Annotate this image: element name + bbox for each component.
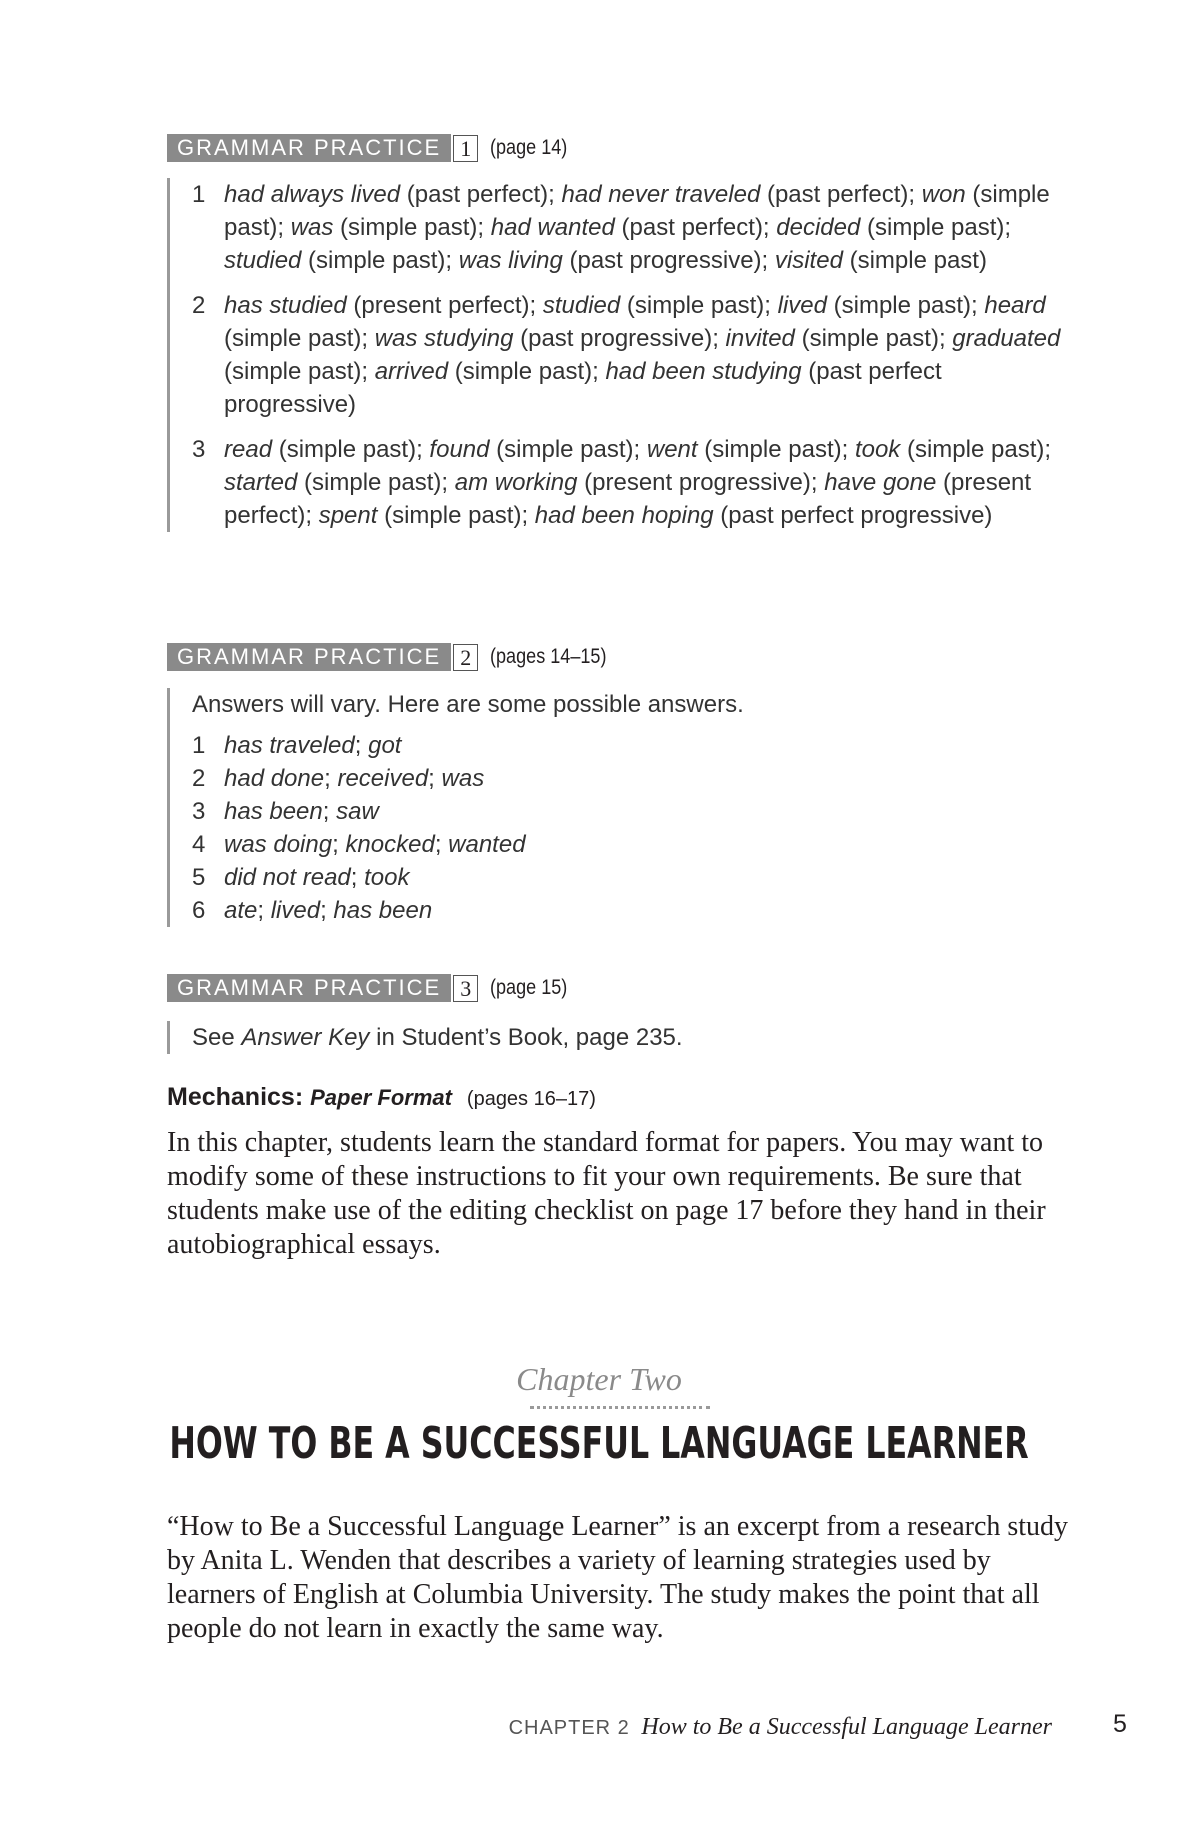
grammar-practice-1-header [167,133,580,163]
section-number: 2 [453,644,478,671]
mechanics-subject: Paper Format [310,1085,452,1110]
answer-item [192,289,1072,421]
mechanics-paragraph: In this chapter, students learn the standard format for papers. You may want to modify some of these instructions to fit your own requirements. Be sure that students make use of the editing checklist on page 17 before they hand in their autobiographical essays. [167,1127,1046,1260]
answer-item [192,729,1072,762]
answer-number: 3 [192,798,206,825]
answer-item [192,795,1072,828]
answer-item [192,894,1072,927]
page-reference: (page 15) [490,976,568,999]
running-footer [509,1714,1052,1741]
section-number: 3 [453,975,478,1002]
answer-text: has studied (present perfect); studied (simple past); lived (simple past); heard (simple past); was studying (past progressive); invited (simple past); graduated (simple past); arrived (simple past); had been studying (past perfect progressive) [224,292,1061,418]
chapter-intro-paragraph: “How to Be a Successful Language Learner” is an excerpt from a research study by Anita L. Wenden that describes a variety of learning strategies used by learners of English at Columbia University. The study makes the point that all people do not learn in exactly the same way. [167,1511,1069,1644]
answer-number: 2 [192,292,206,319]
page-reference: (pages 14–15) [490,645,607,668]
answer-item [192,762,1072,795]
section-label: GRAMMAR PRACTICE [167,643,451,671]
section-number: 1 [453,135,478,162]
dotted-divider [530,1406,710,1409]
answer-number: 6 [192,897,206,924]
page-number: 5 [1113,1710,1127,1738]
answer-item [192,433,1072,532]
answer-text: has been; saw [224,798,379,825]
answer-text: did not read; took [224,864,410,891]
answer-item [192,178,1072,277]
answer-text: read (simple past); found (simple past); went (simple past); took (simple past); started (simple past); am working (present progressive); have gone (present perfect); spent (simple past); had been hoping (past perfect progressive) [224,436,1052,529]
grammar-practice-2-header [167,642,626,672]
answer-text: had done; received; was [224,765,485,792]
section-label: GRAMMAR PRACTICE [167,974,451,1002]
mechanics-heading [167,1083,596,1112]
answer-text: had always lived (past perfect); had never traveled (past perfect); won (simple past); was (simple past); had wanted (past perfect); decided (simple past); studied (simple past); was living (past progressive); visited (simple past) [224,181,1050,274]
answers-intro: Answers will vary. Here are some possible answers. [192,691,744,718]
grammar-practice-3-header [167,973,580,1003]
answer-key-note: See Answer Key in Student’s Book, page 235. [192,1024,683,1051]
answer-number: 4 [192,831,206,858]
answer-number: 1 [192,181,206,208]
page-reference: (page 14) [490,136,568,159]
mechanics-label: Mechanics: [167,1083,304,1111]
grammar-practice-3-answers [167,1021,1072,1054]
grammar-practice-1-answers [167,178,1072,532]
grammar-practice-2-answers [167,688,1072,927]
chapter-title: HOW TO BE A SUCCESSFUL LANGUAGE LEARNER [169,1418,1029,1469]
chapter-subtitle: Chapter Two [516,1361,682,1397]
answer-item [192,861,1072,894]
answer-number: 1 [192,732,206,759]
footer-chapter-label: CHAPTER 2 [508,1717,630,1739]
answer-text: has traveled; got [224,732,402,759]
answer-number: 2 [192,765,206,792]
answer-text: was doing; knocked; wanted [224,831,526,858]
section-label: GRAMMAR PRACTICE [167,134,451,162]
answer-item [192,828,1072,861]
page-reference: (pages 16–17) [466,1088,596,1110]
answer-text: ate; lived; has been [224,897,433,924]
answer-number: 3 [192,436,206,463]
answer-number: 5 [192,864,206,891]
footer-chapter-title: How to Be a Successful Language Learner [641,1714,1052,1740]
